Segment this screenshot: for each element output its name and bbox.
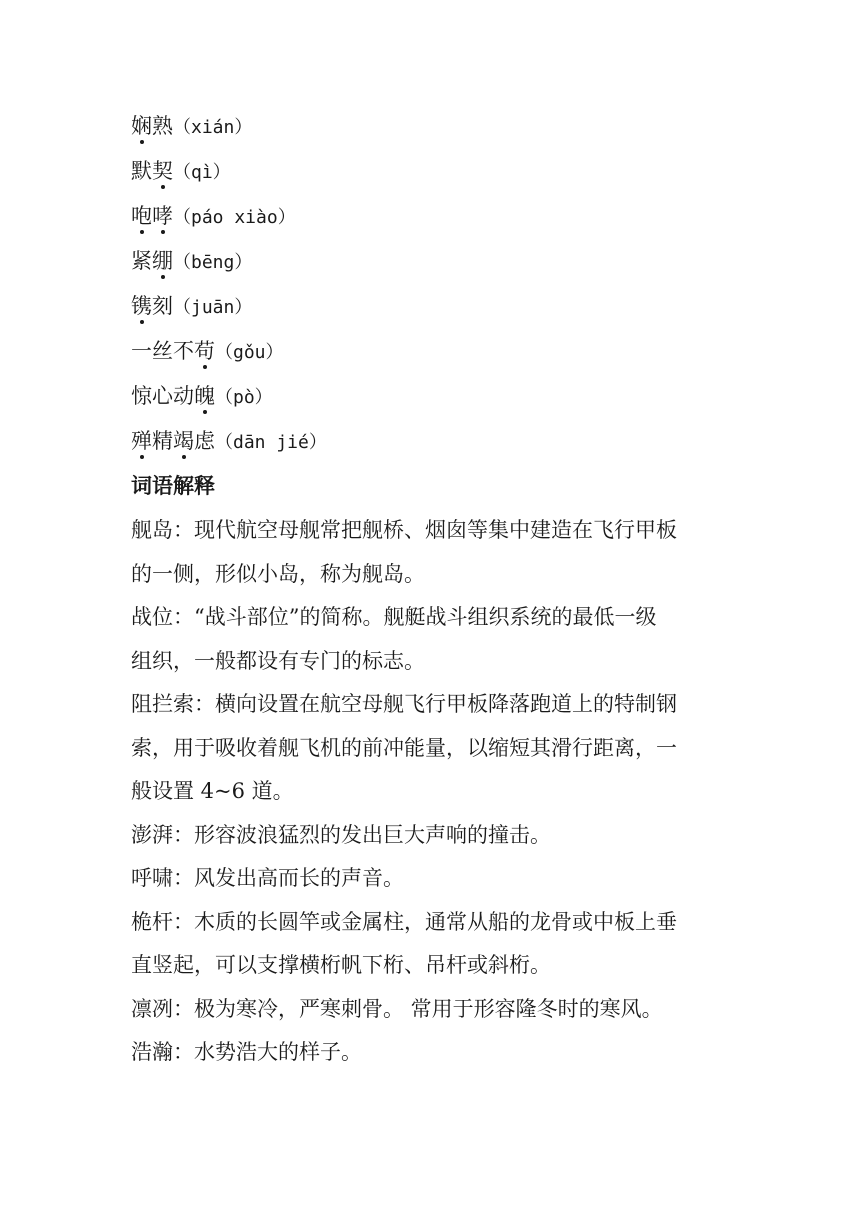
dotted-char: 绷 (152, 239, 173, 284)
dotted-char: 镌 (131, 284, 152, 329)
definition-line: 呼啸：风发出高而长的声音。 (131, 866, 404, 890)
definition-item (131, 857, 731, 901)
definition-item (131, 814, 731, 858)
word-rest: 默 (131, 159, 152, 183)
pinyin: （juān） (173, 297, 253, 318)
word-rest: 惊心动 (131, 384, 194, 408)
pronunciation-list (131, 104, 731, 464)
word-rest: 紧 (131, 249, 152, 273)
definition-line: 凛冽：极为寒冷，严寒刺骨。 常用于形容隆冬时的寒风。 (131, 996, 663, 1021)
pronunciation-item (131, 194, 731, 239)
dotted-char: 竭 (173, 419, 194, 464)
word-rest: 虑 (194, 429, 215, 453)
dotted-char: 咆 (131, 194, 152, 239)
pinyin: （qì） (173, 162, 231, 183)
dotted-char: 魄 (194, 374, 215, 419)
definition-line: 浩瀚：水势浩大的样子。 (131, 1040, 362, 1064)
pinyin: （páo xiào） (173, 207, 296, 228)
definition-line: 组织，一般都设有专门的标志。 (131, 648, 425, 673)
pinyin: （pò） (215, 387, 273, 408)
dotted-char: 苟 (194, 329, 215, 374)
word-rest: 一丝不 (131, 339, 194, 363)
definition-line: 战位：“战斗部位”的简称。舰艇战斗组织系统的最低一级 (131, 605, 657, 629)
pronunciation-item (131, 104, 731, 149)
pinyin: （bēng） (173, 252, 253, 273)
definition-item (131, 1031, 731, 1075)
pronunciation-item (131, 329, 731, 374)
pronunciation-item (131, 284, 731, 329)
dotted-char: 殚 (131, 419, 152, 464)
definition-list (131, 509, 731, 1075)
definition-line: 索，用于吸收着舰飞机的前冲能量，以缩短其滑行距离，一 (131, 735, 677, 760)
word-rest: 熟 (152, 114, 173, 138)
definition-line: 直竖起，可以支撑横桁帆下桁、吊杆或斜桁。 (131, 953, 551, 977)
definition-line: 阻拦索：横向设置在航空母舰飞行甲板降落跑道上的特制钢 (131, 692, 677, 716)
document-page (131, 104, 731, 1075)
definition-item (131, 683, 731, 814)
definition-line: 澎湃：形容波浪猛烈的发出巨大声响的撞击。 (131, 822, 551, 847)
pinyin: （dān jié） (215, 432, 327, 453)
definition-line: 般设置 4~6 道。 (131, 779, 294, 803)
definition-item (131, 988, 731, 1032)
definition-item (131, 596, 731, 683)
dotted-char: 哮 (152, 194, 173, 239)
word-rest: 刻 (152, 294, 173, 318)
pinyin: （xián） (173, 117, 253, 138)
pronunciation-item (131, 419, 731, 464)
dotted-char: 契 (152, 149, 173, 194)
word-rest: 精 (152, 429, 173, 453)
pronunciation-item (131, 149, 731, 194)
definition-line: 桅杆：木质的长圆竿或金属柱，通常从船的龙骨或中板上垂 (131, 909, 677, 934)
definition-item (131, 509, 731, 596)
pronunciation-item (131, 374, 731, 419)
definition-line: 的一侧，形似小岛，称为舰岛。 (131, 561, 425, 586)
definition-line: 舰岛：现代航空母舰常把舰桥、烟囱等集中建造在飞行甲板 (131, 518, 677, 542)
dotted-char: 娴 (131, 104, 152, 149)
section-heading: 词语解释 (131, 474, 215, 498)
pinyin: （gǒu） (215, 342, 284, 363)
definition-item (131, 901, 731, 988)
pronunciation-item (131, 239, 731, 284)
